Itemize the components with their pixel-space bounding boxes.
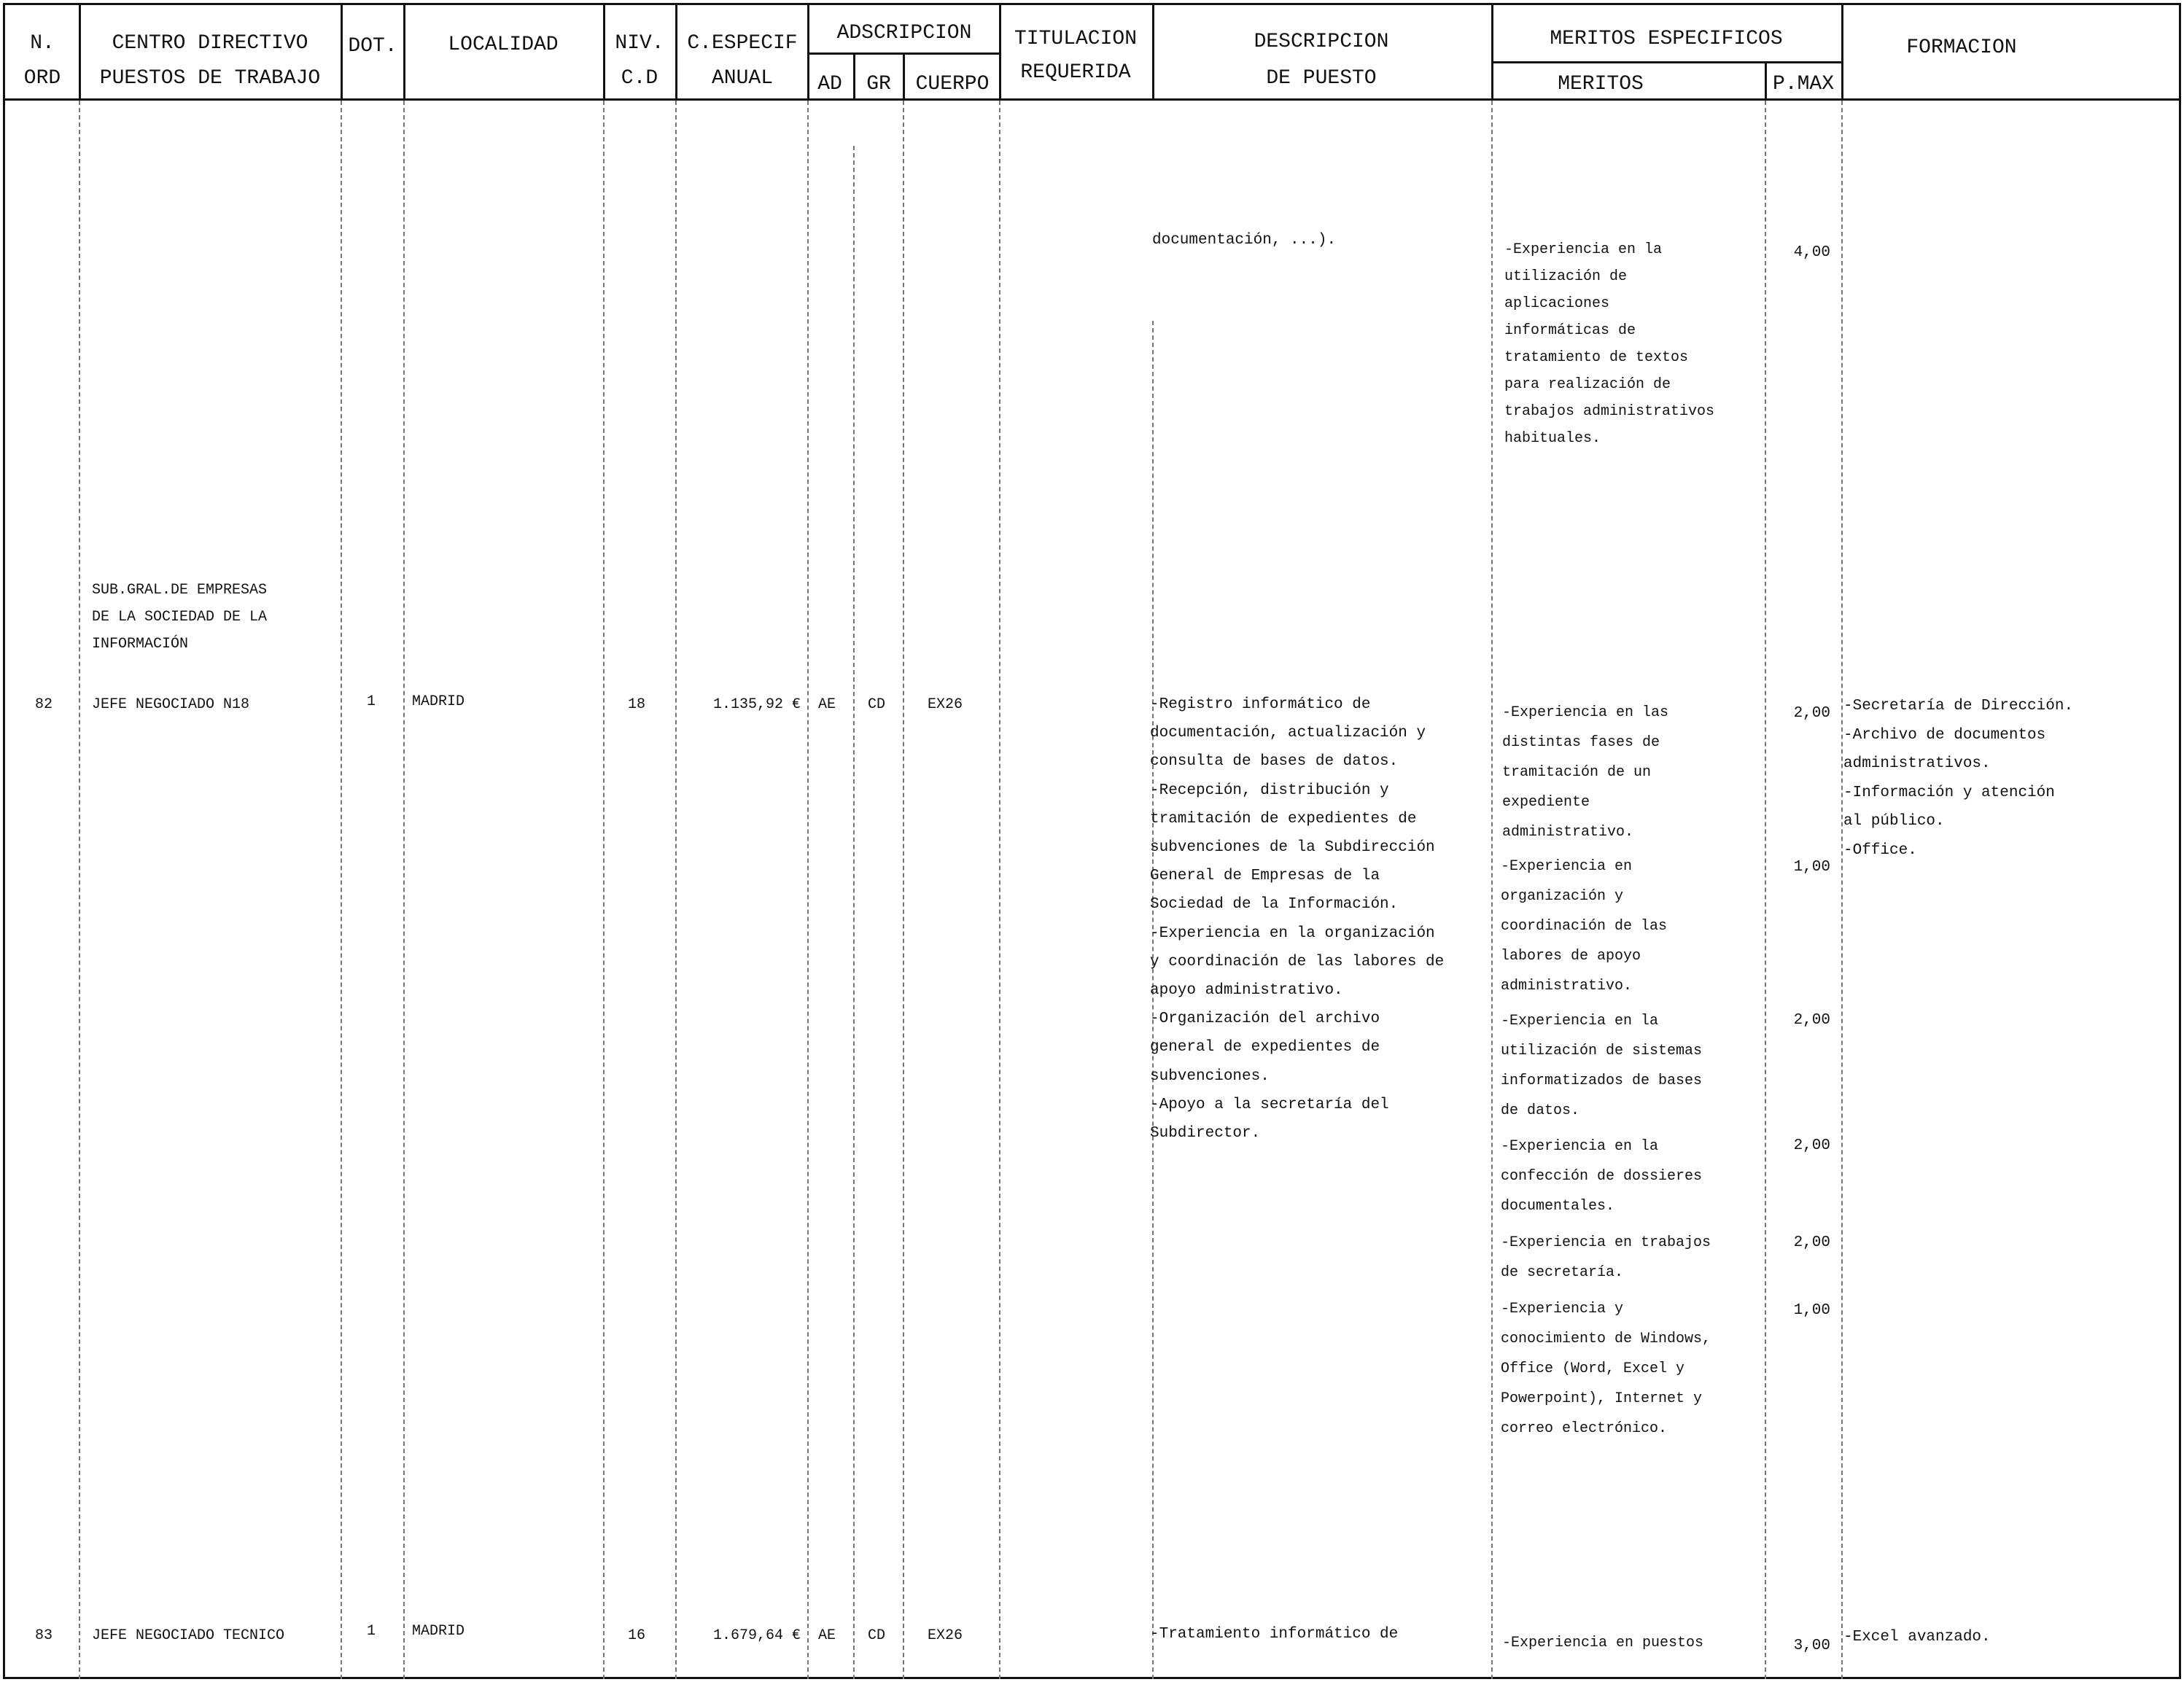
header-pmax: P.MAX [1772,73,1835,96]
row83-ord: 83 [35,1627,53,1644]
col-rule [1765,61,1767,99]
col-rule [903,52,905,99]
row82-niv: 18 [628,696,646,713]
top-merit: -Experiencia en la utilización de aplicaciones informáticas de tratamiento de textos para realización de trabajos administrativos habituales. [1504,241,1715,447]
col-rule [999,3,1001,99]
col-rule [403,3,405,99]
header-n: N. [30,32,55,55]
row83-formacion: -Excel avanzado. [1843,1629,1991,1646]
row83-description: -Tratamiento informático de [1150,1626,1399,1643]
row83-localidad: MADRID [412,1623,465,1640]
col-guide [807,101,809,1679]
col-guide [999,101,1000,1679]
header-bottom-rule [3,98,2181,101]
row82-merit-6: -Experiencia y conocimiento de Windows, Office (Word, Excel y Powerpoint), Internet y correo electrónico. [1501,1301,1711,1437]
row83-cesp: 1.679,64 € [712,1627,801,1644]
row82-merit-3-points: 2,00 [1793,1012,1830,1029]
row82-puesto: JEFE NEGOCIADO N18 [92,696,250,713]
col-rule [853,52,855,99]
col-guide [675,101,677,1679]
row83-puesto: JEFE NEGOCIADO TECNICO [92,1627,285,1644]
col-guide [903,101,904,1679]
row83-merit: -Experiencia en puestos [1502,1635,1704,1651]
header-titulacion: TITULACION [1014,28,1138,50]
header-depuesto: DE PUESTO [1266,67,1377,90]
row83-merit-points: 3,00 [1793,1638,1830,1654]
col-rule [603,3,605,99]
header-meritos-esp: MERITOS ESPECIFICOS [1550,28,1783,50]
col-rule [341,3,343,99]
row82-merit-4: -Experiencia en la confección de dossieres documentales. [1501,1138,1703,1215]
col-guide [79,101,80,1679]
header-formacion: FORMACION [1906,36,2017,59]
col-rule [675,3,677,99]
col-guide [341,101,342,1679]
row82-gr: CD [868,696,886,713]
header-requerida: REQUERIDA [1020,61,1131,84]
top-merit-points: 4,00 [1793,244,1830,261]
col-rule [1841,3,1843,99]
header-ad: AD [817,73,842,96]
header-gr: GR [866,73,891,96]
row82-merit-2: -Experiencia en organización y coordinación de las labores de apoyo administrativo. [1501,858,1668,994]
row83-dot: 1 [367,1623,376,1640]
row83-niv: 16 [628,1627,646,1644]
subgroup-heading: SUB.GRAL.DE EMPRESAS DE LA SOCIEDAD DE LA INFORMACIÓN [92,582,268,653]
row82-merit-3: -Experiencia en la utilización de sistemas informatizados de bases de datos. [1501,1013,1703,1119]
row82-merit-1: -Experiencia en las distintas fases de tramitación de un expediente administrativo. [1502,704,1669,841]
row82-formacion: -Secretaría de Dirección. -Archivo de documentos administrativos. -Información y atención al público. -Office. [1843,698,2074,859]
col-rule [807,3,809,99]
row82-localidad: MADRID [412,693,465,710]
row82-merit-6-points: 1,00 [1793,1302,1830,1319]
header-centro: CENTRO DIRECTIVO [112,32,308,55]
row82-merit-1-points: 2,00 [1793,705,1830,722]
col-rule [1152,3,1154,99]
row83-ad: AE [818,1627,836,1644]
col-rule [1491,3,1493,99]
header-localidad: LOCALIDAD [448,34,559,56]
row82-merit-5: -Experiencia en trabajos de secretaría. [1501,1234,1711,1281]
header-mid-rule-meritos [1493,61,1843,63]
top-description: documentación, ...). [1152,232,1337,249]
header-meritos: MERITOS [1558,73,1644,96]
header-niv: NIV. [615,32,664,55]
col-guide [403,101,405,1679]
row82-dot: 1 [367,693,376,710]
header-cuerpo: CUERPO [915,73,990,96]
header-cesp: C.ESPECIF [687,32,798,55]
col-rule [79,3,81,99]
row82-ad: AE [818,696,836,713]
row83-cuerpo: EX26 [928,1627,963,1644]
header-puestos: PUESTOS DE TRABAJO [99,67,321,90]
header-mid-rule [809,52,1000,55]
header-dot: DOT. [348,35,397,58]
col-guide [603,101,605,1679]
header-anual: ANUAL [711,67,774,90]
row83-gr: CD [868,1627,886,1644]
row82-merit-4-points: 2,00 [1793,1137,1830,1154]
row82-merit-5-points: 2,00 [1793,1234,1830,1251]
header-descripcion: DESCRIPCION [1254,31,1389,53]
col-guide [1765,101,1766,1679]
row82-cuerpo: EX26 [928,696,963,713]
col-guide [1841,101,1843,1679]
row82-merit-2-points: 1,00 [1793,859,1830,876]
row82-cesp: 1.135,92 € [712,696,801,713]
header-ord: ORD [23,67,61,90]
row82-ord: 82 [35,696,53,713]
row82-description: -Registro informático de documentación, actualización y consulta de bases de datos. -Recepción, distribución y tramitación de expedientes de subvenciones de la Subdirección General de Empresas de la Sociedad de la Información. -Experiencia en la organización y coordinación de las labores de apoyo administrativo. -Organización del archivo general de expedientes de subvenciones. -Apoyo a la secretaría del Subdirector. [1150,696,1445,1142]
header-adscripcion: ADSCRIPCION [836,22,972,44]
col-guide [853,146,855,1679]
header-cd: C.D [621,67,658,90]
col-guide [1491,101,1493,1679]
